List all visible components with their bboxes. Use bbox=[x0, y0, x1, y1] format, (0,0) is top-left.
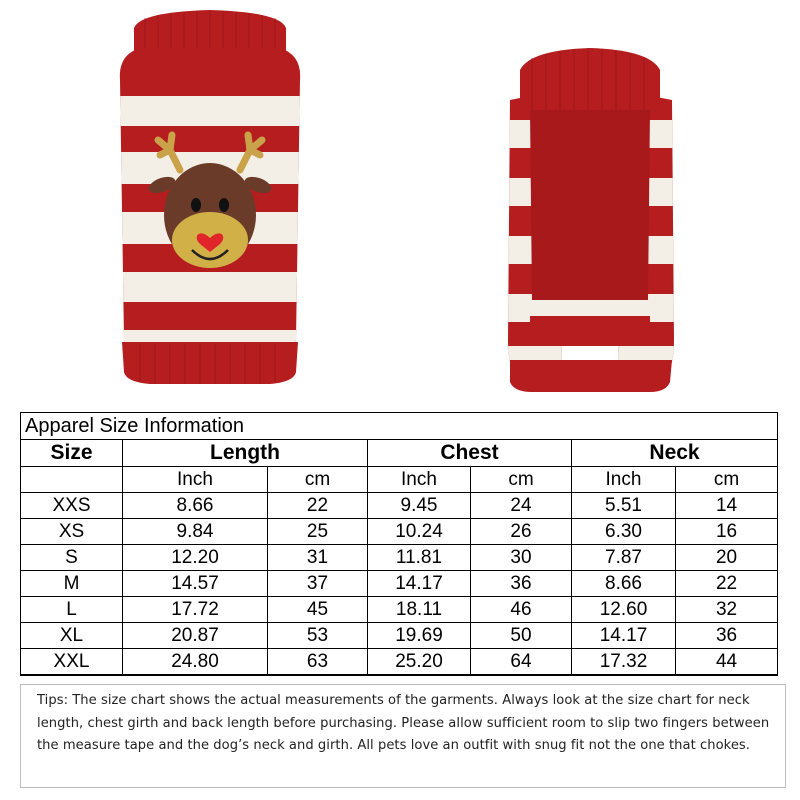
measure-cell: 6.30 bbox=[572, 519, 676, 545]
table-row bbox=[21, 649, 778, 676]
header-size: Size bbox=[21, 440, 123, 467]
header-neck: Neck bbox=[572, 440, 778, 467]
tips-text: Tips: The size chart shows the actual measurements of the garments. Always look at the size chart for neck length, chest girth and back length before purchasing. Please allow sufficient room to slip two fingers between the measure tape and the dog’s neck and girth. All pets love an outfit with snug fit not the one that chokes. bbox=[37, 693, 770, 753]
measure-cell: 44 bbox=[676, 649, 778, 676]
measure-cell: 8.66 bbox=[572, 571, 676, 597]
sweater-front-image bbox=[100, 0, 320, 400]
measure-cell: 22 bbox=[676, 571, 778, 597]
table-title-row bbox=[21, 413, 778, 440]
measure-cell: 14.57 bbox=[123, 571, 268, 597]
unit-chest-cm: cm bbox=[471, 467, 572, 493]
measure-cell: 50 bbox=[471, 623, 572, 649]
tips-box bbox=[20, 684, 786, 788]
measure-cell: 24.80 bbox=[123, 649, 268, 676]
measure-cell: 16 bbox=[676, 519, 778, 545]
unit-neck-cm: cm bbox=[676, 467, 778, 493]
measure-cell: 17.72 bbox=[123, 597, 268, 623]
measure-cell: 8.66 bbox=[123, 493, 268, 519]
measure-cell: 24 bbox=[471, 493, 572, 519]
header-chest: Chest bbox=[368, 440, 572, 467]
table-header-row bbox=[21, 440, 778, 467]
measure-cell: 45 bbox=[268, 597, 368, 623]
measure-cell: 11.81 bbox=[368, 545, 471, 571]
header-length: Length bbox=[123, 440, 368, 467]
measure-cell: 25.20 bbox=[368, 649, 471, 676]
measure-cell: 30 bbox=[471, 545, 572, 571]
measure-cell: 7.87 bbox=[572, 545, 676, 571]
measure-cell: 22 bbox=[268, 493, 368, 519]
measure-cell: 14.17 bbox=[572, 623, 676, 649]
unit-neck-inch: Inch bbox=[572, 467, 676, 493]
table-row bbox=[21, 623, 778, 649]
size-cell: XXS bbox=[21, 493, 123, 519]
size-cell: L bbox=[21, 597, 123, 623]
measure-cell: 18.11 bbox=[368, 597, 471, 623]
size-cell: XL bbox=[21, 623, 123, 649]
measure-cell: 53 bbox=[268, 623, 368, 649]
measure-cell: 9.45 bbox=[368, 493, 471, 519]
measure-cell: 10.24 bbox=[368, 519, 471, 545]
table-units-row bbox=[21, 467, 778, 493]
unit-chest-inch: Inch bbox=[368, 467, 471, 493]
measure-cell: 37 bbox=[268, 571, 368, 597]
measure-cell: 25 bbox=[268, 519, 368, 545]
table-row bbox=[21, 493, 778, 519]
measure-cell: 5.51 bbox=[572, 493, 676, 519]
measure-cell: 36 bbox=[676, 623, 778, 649]
size-cell: S bbox=[21, 545, 123, 571]
table-row bbox=[21, 571, 778, 597]
measure-cell: 31 bbox=[268, 545, 368, 571]
measure-cell: 14.17 bbox=[368, 571, 471, 597]
measure-cell: 14 bbox=[676, 493, 778, 519]
measure-cell: 63 bbox=[268, 649, 368, 676]
size-cell: XXL bbox=[21, 649, 123, 676]
measure-cell: 19.69 bbox=[368, 623, 471, 649]
measure-cell: 46 bbox=[471, 597, 572, 623]
measure-cell: 26 bbox=[471, 519, 572, 545]
measure-cell: 9.84 bbox=[123, 519, 268, 545]
table-row bbox=[21, 597, 778, 623]
table-row bbox=[21, 545, 778, 571]
sweater-back-image bbox=[480, 0, 700, 400]
unit-blank bbox=[21, 467, 123, 493]
measure-cell: 64 bbox=[471, 649, 572, 676]
table-title: Apparel Size Information bbox=[21, 413, 778, 440]
measure-cell: 20 bbox=[676, 545, 778, 571]
size-chart-table bbox=[20, 412, 778, 676]
measure-cell: 20.87 bbox=[123, 623, 268, 649]
size-rows bbox=[21, 493, 778, 676]
measure-cell: 32 bbox=[676, 597, 778, 623]
unit-length-inch: Inch bbox=[123, 467, 268, 493]
unit-length-cm: cm bbox=[268, 467, 368, 493]
measure-cell: 12.60 bbox=[572, 597, 676, 623]
table-row bbox=[21, 519, 778, 545]
measure-cell: 17.32 bbox=[572, 649, 676, 676]
size-cell: XS bbox=[21, 519, 123, 545]
measure-cell: 12.20 bbox=[123, 545, 268, 571]
measure-cell: 36 bbox=[471, 571, 572, 597]
size-cell: M bbox=[21, 571, 123, 597]
